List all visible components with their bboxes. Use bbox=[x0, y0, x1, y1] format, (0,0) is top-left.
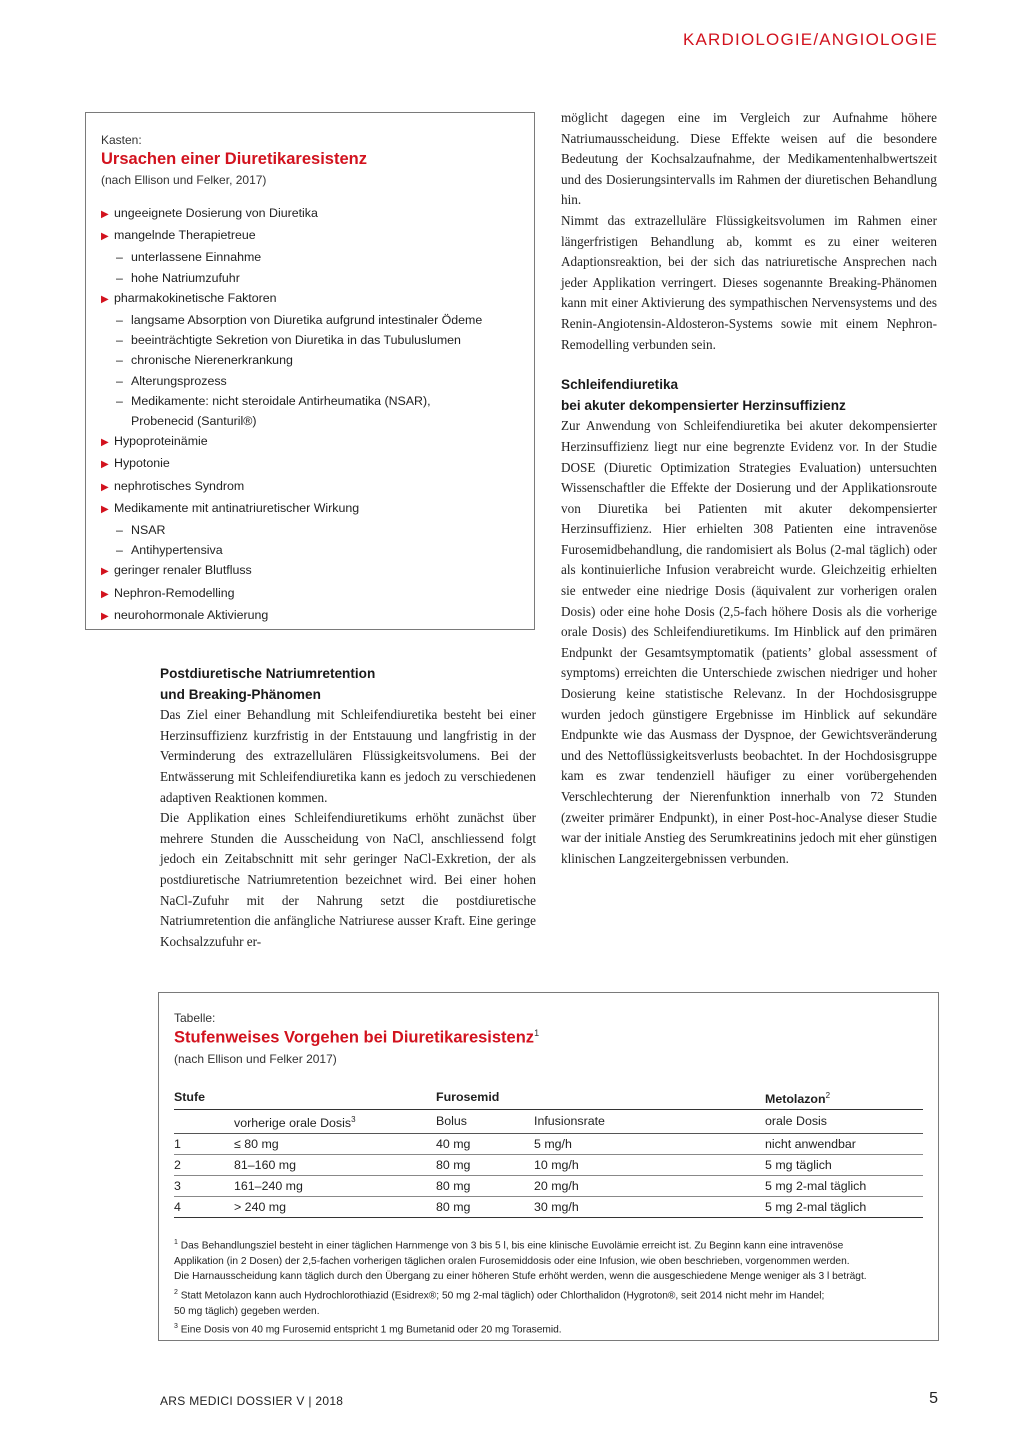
triangle-bullet-icon: ▶ bbox=[101, 610, 109, 622]
box-caption: Kasten: bbox=[101, 133, 142, 147]
list-item: ▶ Hypotonie bbox=[101, 453, 524, 475]
triangle-bullet-icon: ▶ bbox=[101, 437, 109, 449]
list-subitem-continuation: Probenecid (Santuril®) bbox=[131, 414, 257, 429]
list-subitem: – Medikamente: nicht steroidale Antirheumatika (NSAR), bbox=[116, 393, 431, 408]
dosing-table-box bbox=[158, 992, 939, 1341]
page-number: 5 bbox=[929, 1390, 938, 1407]
subheader-oral: orale Dosis bbox=[765, 1109, 923, 1133]
triangle-bullet-icon: ▶ bbox=[101, 566, 109, 578]
causes-box bbox=[85, 112, 535, 630]
table-footnotes bbox=[174, 1235, 922, 1338]
list-subitem: – langsame Absorption von Diuretika aufgrund intestinaler Ödeme bbox=[116, 313, 483, 328]
triangle-bullet-icon: ▶ bbox=[101, 481, 109, 493]
list-subitem: – beeinträchtigte Sekretion von Diuretika in das Tubuluslumen bbox=[116, 333, 461, 348]
footnote-1-cont: Applikation (in 2 Dosen) der 2,5-fachen vorherigen täglichen oralen Furosemiddosis oder eine Infusion, wie oben beschrieben, vorgenommen werden. bbox=[174, 1255, 850, 1267]
list-subitem: – Alterungsprozess bbox=[116, 373, 227, 388]
header-metolazon: Metolazon$^2$ bbox=[765, 1086, 923, 1110]
triangle-bullet-icon: ▶ bbox=[101, 209, 109, 220]
paragraph: Nimmt das extrazelluläre Flüssigkeitsvolumen im Rahmen einer längerfristigen Behandlung ab, kommt es zu einer weiteren Adaptionsreaktion, bei der sich das natriuretische Ansprechen nach jeder Applikation verringert. Dieses sogenannte Breaking-Phänomen kann mit einer Aktivierung des sympathischen Nervensystems und des Renin-Angiotensin-Aldosteron-Systems sowie mit einem Nephron-Remodelling verbunden sein. bbox=[561, 212, 937, 352]
list-item: ▶ pharmakokinetische Faktoren bbox=[101, 288, 524, 310]
right-text-column bbox=[561, 108, 937, 869]
list-item: ▶ neurohormonale Aktivierung bbox=[101, 605, 524, 627]
footnote-1-cont: Die Harnausscheidung kann täglich durch den Übergang zu einer höheren Stufe erhöht werden, wenn die ausgeschiedene Menge weniger als 3 l beträgt. bbox=[174, 1271, 867, 1283]
triangle-bullet-icon: ▶ bbox=[101, 293, 109, 305]
table-row: 1 ≤ 80 mg 40 mg 5 mg/h nicht anwendbar bbox=[174, 1133, 923, 1154]
paragraph: Zur Anwendung von Schleifendiuretika bei akuter dekompensierter Herzinsuffizienz liegt nur eine begrenzte Evidenz vor. In der Studie DOSE (Diuretic Optimization Strategies Evaluation) untersuchten Wissenschaftler die Effekte der Dosierung und der Applikationsroute von Diuretika bei Patienten mit akuter dekompensierter Herzinsuffizienz. Hier erhielten 308 Patienten eine intravenöse Furosemidbehandlung, die randomisiert als Bolus (2-mal täglich) oder als kontinuierliche Infusion verabreicht wurde. Gleichzeitig erhielten sie entweder eine niedrige Dosis (äquivalent zur vorherigen oralen Dosis) oder eine hohe Dosis (2,5-fach höhere Dosis als die vorherige orale Dosis) des Schleifendiuretikums. Im Hinblick auf den primären Endpunkt der Gesamtsymptomatik (patients’ global assessment of symptoms) erreichten die Unterschiede zwischen niedriger und hoher Dosierung keine statistische Relevanz. In der Hochdosisgruppe wurden jedoch günstigere Ergebnisse im Hinblick auf sekundäre Endpunkte wie das Ausmass der Dyspnoe, der Gewichtsveränderung und des Nettoflüssigkeitsverlusts beobachtet. In der Hochdosisgruppe kam es zwar tendenziell häufiger zu einer vorübergehenden Verschlechterung der Nierenfunktion innerhalb von 72 Stunden (zweiter primärer Endpunkt), in einer Post-hoc-Analyse dieser Studie war der initiale Anstieg des Serumkreatinins jedoch mit eher günstigen klinischen Langzeitergebnissen verbunden. bbox=[561, 418, 937, 866]
footer-publication: ARS MEDICI DOSSIER V | 2018 bbox=[160, 1394, 344, 1408]
footnote-1: $^1$ Das Behandlungsziel besteht in einer täglichen Harnmenge von 3 bis 5 l, bis eine klinische Euvolämie erreicht ist. Zu Beginn kann eine intravenöse bbox=[174, 1238, 844, 1252]
triangle-bullet-icon: ▶ bbox=[101, 503, 109, 515]
list-subitem: – NSAR bbox=[116, 523, 166, 538]
section-heading-postdiuretic: Postdiuretische Natriumretention und Breaking-Phänomen bbox=[160, 666, 376, 702]
left-text-column bbox=[160, 664, 536, 952]
list-item: ▶ nephrotisches Syndrom bbox=[101, 476, 524, 498]
subheader-infusion: Infusionsrate bbox=[534, 1109, 765, 1133]
header-stufe: Stufe bbox=[174, 1086, 234, 1110]
triangle-bullet-icon: ▶ bbox=[101, 231, 109, 243]
list-subitem: – unterlassene Einnahme bbox=[116, 250, 262, 265]
table-subheader-row bbox=[174, 1109, 923, 1133]
footnote-3: $^3$ Eine Dosis von 40 mg Furosemid entspricht 1 mg Bumetanid oder 20 mg Torasemid. bbox=[174, 1323, 562, 1336]
paragraph: möglicht dagegen eine im Vergleich zur Aufnahme höhere Natriumausscheidung. Diese Effekte weisen auf die besondere Bedeutung der Kochsalzaufnahme, der Medikamentenhalbwertszeit und des Dosierungsintervalls im Rahmen der diuretischen Behandlung hin. bbox=[561, 110, 937, 208]
list-subitem: – Antihypertensiva bbox=[116, 543, 223, 558]
list-item: ▶ Hypoproteinämie bbox=[101, 431, 524, 453]
footnote-2: $^2$ Statt Metolazon kann auch Hydrochlorothiazid (Esidrex®; 50 mg 2-mal täglich) oder Chlorthalidon (Hygroton®, seit 2014 nicht mehr im Handel; bbox=[174, 1288, 825, 1302]
section-header: KARDIOLOGIE/ANGIOLOGIE bbox=[682, 30, 938, 49]
triangle-bullet-icon: ▶ bbox=[101, 459, 109, 471]
list-item: ▶ geringer renaler Blutfluss bbox=[101, 560, 524, 582]
footnote-2-cont: 50 mg täglich) gegeben werden. bbox=[174, 1305, 320, 1317]
list-subitem: – hohe Natriumzufuhr bbox=[116, 270, 240, 285]
triangle-bullet-icon: ▶ bbox=[101, 588, 109, 600]
table-caption: Tabelle: bbox=[174, 1011, 216, 1025]
table-title: Stufenweises Vorgehen bei Diuretikaresistenz$^1$ bbox=[174, 1028, 540, 1047]
paragraph: Das Ziel einer Behandlung mit Schleifendiuretika besteht bei einer Herzinsuffizienz kurzfristig in der Entstauung und langfristig in der Verminderung des extrazellulären Flüssigkeitsvolumens. Bei der Entwässerung mit Schleifendiuretika kann es jedoch zu verschiedenen adaptiven Reaktionen kommen. bbox=[160, 707, 536, 805]
dosing-table bbox=[174, 1086, 923, 1218]
list-item: ▶ mangelnde Therapietreue bbox=[101, 225, 524, 247]
causes-list bbox=[101, 203, 524, 627]
table-row: 2 81–160 mg 80 mg 10 mg/h 5 mg täglich bbox=[174, 1154, 923, 1175]
box-source: (nach Ellison und Felker, 2017) bbox=[101, 173, 267, 187]
table-header-row bbox=[174, 1086, 923, 1110]
header-furosemid: Furosemid bbox=[436, 1086, 534, 1110]
section-heading-schleifendiuretika: Schleifendiuretika bei akuter dekompensierter Herzinsuffizienz bbox=[561, 377, 846, 413]
table-row: 3 161–240 mg 80 mg 20 mg/h 5 mg 2-mal täglich bbox=[174, 1175, 923, 1196]
list-item: ▶ Nephron-Remodelling bbox=[101, 583, 524, 605]
table-row: 4 > 240 mg 80 mg 30 mg/h 5 mg 2-mal täglich bbox=[174, 1196, 923, 1217]
list-item: ▶ Medikamente mit antinatriuretischer Wirkung bbox=[101, 498, 524, 520]
list-item: ▶ ungeeignete Dosierung von Diuretika bbox=[101, 203, 524, 225]
subheader-bolus: Bolus bbox=[436, 1109, 534, 1133]
box-title: Ursachen einer Diuretikaresistenz bbox=[101, 150, 367, 168]
table-source: (nach Ellison und Felker 2017) bbox=[174, 1051, 337, 1066]
paragraph: Die Applikation eines Schleifendiuretikums erhöht zunächst über mehrere Stunden die Ausscheidung von NaCl, anschliessend folgt jedoch ein Zeitabschnitt mit sehr geringer NaCl-Exkretion, der als postdiuretische Natriumretention bezeichnet wird. Bei einer hohen NaCl-Zufuhr mit der Nahrung setzt die postdiuretische Natriumretention die anfängliche Natriurese ausser Kraft. Eine geringe Kochsalzzufuhr er- bbox=[160, 810, 536, 949]
subheader-dosis: vorherige orale Dosis$^3$ bbox=[234, 1109, 436, 1133]
list-subitem: – chronische Nierenerkrankung bbox=[116, 353, 293, 368]
